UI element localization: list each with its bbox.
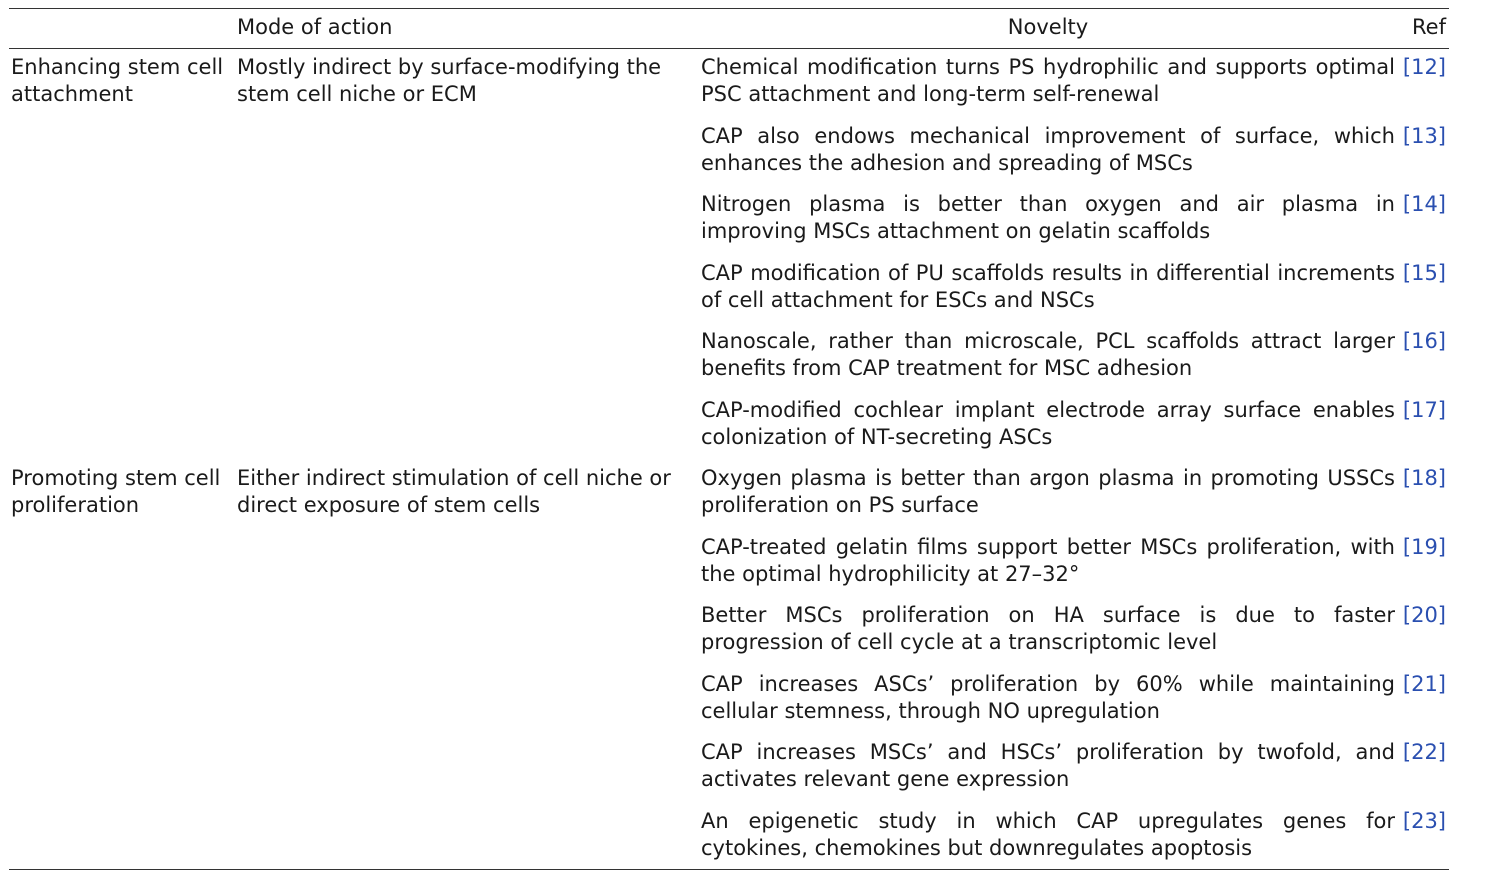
mode-of-action-cell: Either indirect stimulation of cell niche or direct exposure of stem cells [237,466,671,517]
ref-link[interactable]: [14] [1402,192,1446,216]
category-cell: Promoting stem cell proliferation [11,466,221,517]
novelty-cell: Better MSCs proliferation on HA surface is due to faster progression of cell cycle at a transcriptomic level [701,603,1395,654]
table-header-row [0,14,1501,42]
table-row [0,260,1501,316]
table-row [0,602,1501,658]
table-row [0,808,1501,864]
ref-link[interactable]: [18] [1402,466,1446,490]
novelty-cell: Nanoscale, rather than microscale, PCL scaffolds attract larger benefits from CAP treatment for MSC adhesion [701,329,1395,380]
ref-link[interactable]: [15] [1402,260,1446,285]
ref-link[interactable]: [16] [1402,329,1446,353]
ref-link[interactable]: [13] [1402,123,1446,148]
novelty-cell: Nitrogen plasma is better than oxygen and air plasma in improving MSCs attachment on gelatin scaffolds [701,192,1395,243]
ref-link[interactable]: [21] [1402,671,1446,696]
table-row [0,397,1501,453]
ref-link[interactable]: [17] [1402,397,1446,422]
novelty-cell: Chemical modification turns PS hydrophilic and supports optimal PSC attachment and long-term self-renewal [701,55,1395,106]
header-ref: Ref [1412,15,1446,39]
table-row [0,123,1501,179]
table-row [0,739,1501,795]
category-cell: Enhancing stem cell attachment [11,55,224,106]
novelty-cell: Oxygen plasma is better than argon plasma in promoting USSCs proliferation on PS surface [701,466,1395,517]
table-row [0,328,1501,384]
table-bottom-rule [9,869,1449,870]
ref-link[interactable]: [19] [1402,534,1446,559]
table-row [0,465,1501,521]
ref-link[interactable]: [12] [1402,55,1446,79]
ref-link[interactable]: [22] [1402,740,1446,764]
header-novelty: Novelty [1007,15,1089,39]
novelty-cell: CAP also endows mechanical improvement of surface, which enhances the adhesion and spreading of MSCs [701,123,1395,175]
novelty-cell: CAP-modified cochlear implant electrode array surface enables colonization of NT-secreting ASCs [701,397,1395,449]
table-header-rule [9,48,1449,49]
ref-link[interactable]: [23] [1402,808,1446,833]
novelty-cell: An epigenetic study in which CAP upregulates genes for cytokines, chemokines but downregulates apoptosis [701,808,1395,860]
table-row [0,191,1501,247]
mode-of-action-cell: Mostly indirect by surface-modifying the stem cell niche or ECM [237,55,662,106]
novelty-cell: CAP-treated gelatin films support better MSCs proliferation, with the optimal hydrophilicity at 27–32° [701,534,1395,586]
novelty-cell: CAP modification of PU scaffolds results in differential increments of cell attachment for ESCs and NSCs [701,260,1395,312]
novelty-cell: CAP increases ASCs’ proliferation by 60% while maintaining cellular stemness, through NO upregulation [701,671,1395,723]
table-row [0,54,1501,110]
header-mode-of-action: Mode of action [237,15,393,39]
table-row [0,671,1501,727]
table-row [0,534,1501,590]
ref-link[interactable]: [20] [1402,603,1446,627]
table-top-rule [9,8,1449,9]
novelty-cell: CAP increases MSCs’ and HSCs’ proliferation by twofold, and activates relevant gene expression [701,740,1395,791]
